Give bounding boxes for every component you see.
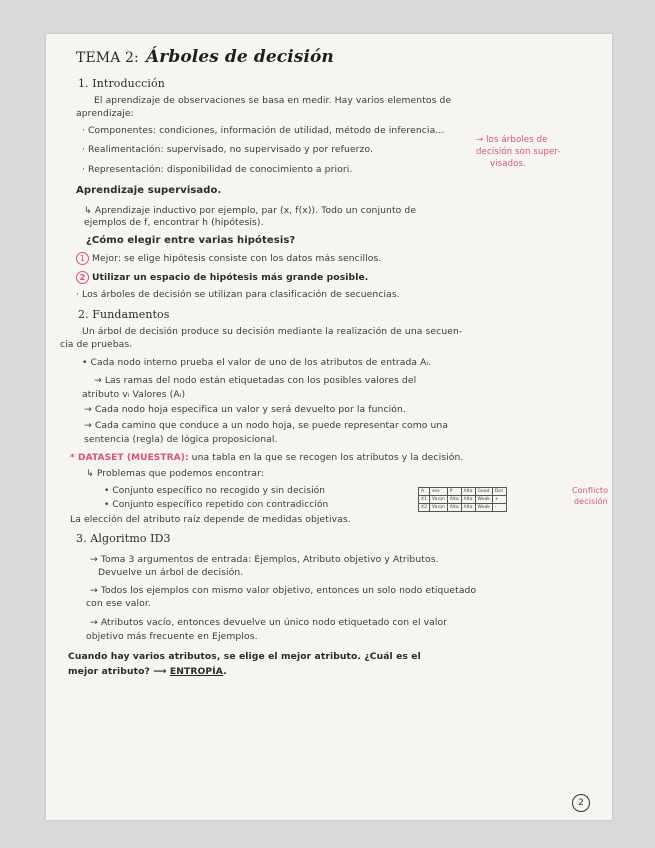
text-line: atributo vᵢ Valores (Aᵢ) [82, 389, 186, 400]
table-cell: Good [475, 488, 492, 496]
question: ¿Cómo elegir entre varias hipótesis? [86, 235, 296, 246]
text-line: ↳ Problemas que podemos encontrar: [86, 468, 265, 479]
table-cell: P [447, 488, 461, 496]
bullet-item: • Conjunto específico no recogido y sin decisión [104, 486, 326, 496]
notebook-page [46, 34, 612, 820]
bullet-item: · Representación: disponibilidad de conocimiento a priori. [82, 164, 353, 175]
bullet-item: • Conjunto específico repetido con contradicción [104, 500, 329, 510]
question-line: Cuando hay varios atributos, se elige el mejor atributo. ¿Cuál es el [68, 651, 421, 662]
margin-note: → los árboles de [476, 135, 548, 145]
table-cell: X2 [419, 504, 430, 512]
table-row [419, 488, 507, 496]
table-cell: Varon [429, 496, 447, 504]
table-cell: Alta [461, 488, 475, 496]
text-line: ejemplos de f, encontrar h (hipótesis). [84, 217, 264, 228]
margin-note: decisión son super- [476, 147, 561, 157]
text-line: La elección del atributo raíz depende de medidas objetivas. [70, 514, 351, 525]
table-cell: Weak [475, 496, 492, 504]
table-cell: - [492, 504, 506, 512]
table-cell: sex [429, 488, 447, 496]
table-note: Conflicto [572, 486, 609, 495]
bullet-item: → Cada nodo hoja especifica un valor y será devuelto por la función. [84, 404, 406, 415]
table-row [419, 496, 507, 504]
section-heading-intro: 1. Introducción [78, 77, 165, 90]
text-line: objetivo más frecuente en Ejemplos. [86, 631, 258, 642]
text-line: Un árbol de decisión produce su decisión mediante la realización de una secuen- [82, 326, 463, 337]
section-heading-fundamentos: 2. Fundamentos [78, 308, 170, 321]
table-cell: + [492, 496, 506, 504]
text-line: sentencia (regla) de lógica proposicional. [84, 434, 278, 445]
table-cell: X1 [419, 496, 430, 504]
dataset-line: * DATASET (MUESTRA): una tabla en la que se recogen los atributos y la decisión. [70, 452, 464, 463]
bullet-item: · Los árboles de decisión se utilizan para clasificación de secuencias. [76, 289, 400, 300]
table-cell: Alta [461, 504, 475, 512]
question-line: mejor atributo? ⟶ ENTROPÍA. [68, 666, 227, 677]
text-line: con ese valor. [86, 598, 151, 609]
table-note: decisión [574, 497, 608, 506]
bullet-item: → Cada camino que conduce a un nodo hoja, se puede representar como una [84, 420, 449, 431]
table-cell: A [419, 488, 430, 496]
option-1: 1 Mejor: se elige hipótesis consiste con los datos más sencillos. [76, 252, 381, 265]
page-title: Árboles de decisión [146, 47, 334, 67]
section-heading-supervised: Aprendizaje supervisado. [76, 185, 222, 196]
option-number: 2 [76, 271, 89, 284]
bullet-item: → Las ramas del nodo están etiquetadas con los posibles valores del [94, 375, 417, 386]
text-line: Devuelve un árbol de decisión. [98, 567, 244, 578]
bullet-item: → Todos los ejemplos con mismo valor objetivo, entonces un solo nodo etiquetado [90, 585, 477, 596]
page-number: 2 [572, 794, 590, 812]
keyword-entropia: ENTROPÍA [169, 666, 224, 677]
table-row [419, 504, 507, 512]
option-number: 1 [76, 252, 89, 265]
bullet-item: • Cada nodo interno prueba el valor de uno de los atributos de entrada Aᵢ. [82, 357, 432, 368]
table-cell: Dec [492, 488, 506, 496]
bullet-item: → Toma 3 argumentos de entrada: Ejemplos, Atributo objetivo y Atributos. [90, 554, 439, 565]
table-cell: Alta [447, 496, 461, 504]
bullet-item: → Atributos vacío, entonces devuelve un único nodo etiquetado con el valor [90, 617, 448, 628]
section-heading-id3: 3. Algoritmo ID3 [76, 532, 171, 545]
dataset-table [418, 487, 507, 512]
bullet-item: · Realimentación: supervisado, no supervisado y por refuerzo. [82, 144, 374, 155]
text-line: ↳ Aprendizaje inductivo por ejemplo, par (x, f(x)). Todo un conjunto de [84, 205, 417, 216]
margin-note: visados. [490, 159, 526, 169]
tema-label: TEMA 2: [76, 50, 139, 66]
text-line: cia de pruebas. [60, 339, 133, 350]
table-cell: Alta [447, 504, 461, 512]
text-line: El aprendizaje de observaciones se basa en medir. Hay varios elementos de [94, 95, 452, 106]
option-2: 2 Utilizar un espacio de hipótesis más grande posible. [76, 271, 368, 284]
table-cell: Alta [461, 496, 475, 504]
bullet-item: · Componentes: condiciones, información de utilidad, método de inferencia... [82, 125, 445, 136]
dataset-label: * DATASET (MUESTRA): [70, 453, 189, 463]
table-cell: Varon [429, 504, 447, 512]
table-cell: Weak [475, 504, 492, 512]
text-line: aprendizaje: [76, 108, 134, 119]
